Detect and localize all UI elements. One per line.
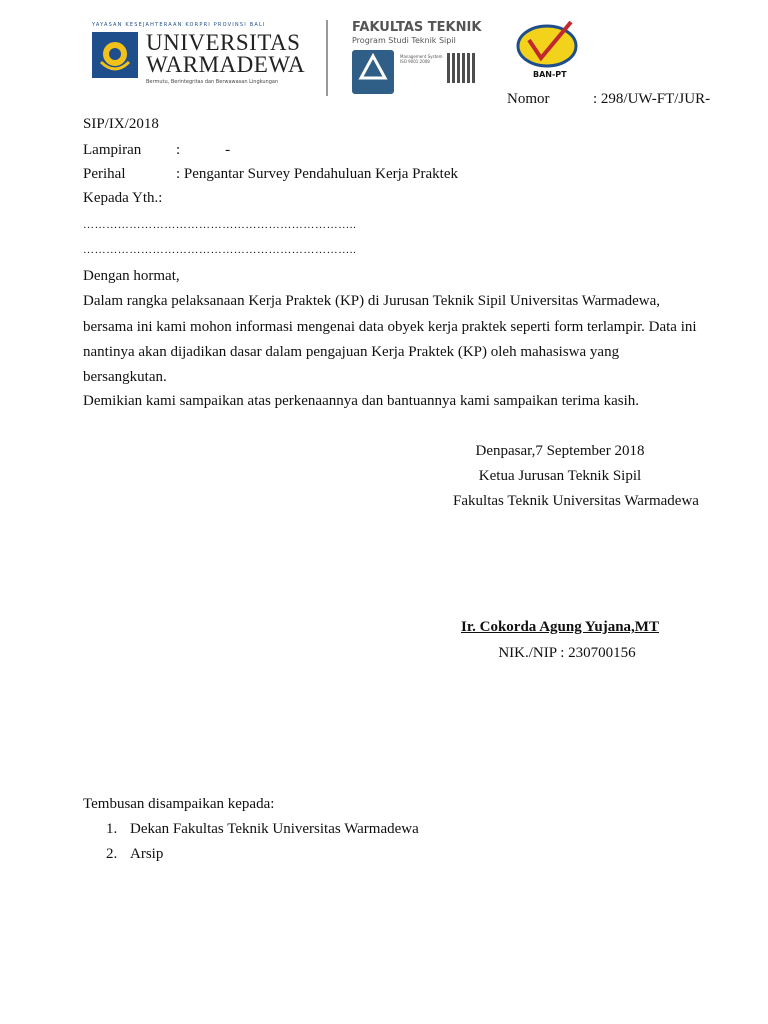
nomor-label: Nomor	[507, 91, 550, 107]
perihal-value: : Pengantar Survey Pendahuluan Kerja Praktek	[176, 166, 459, 182]
recipient-label: Kepada Yth.:	[83, 190, 163, 206]
fakultas-teknik-logo	[352, 20, 487, 96]
certification-text: Management System ISO 9001:2008	[400, 54, 443, 64]
lampiran-label: Lampiran	[83, 142, 142, 158]
foundation-text: YAYASAN KESEJAHTERAAN KORPRI PROVINSI BALI	[92, 22, 266, 28]
greeting: Dengan hormat,	[83, 268, 180, 284]
body-line: bersangkutan.	[83, 369, 167, 385]
body-line: Dalam rangka pelaksanaan Kerja Praktek (KP) di Jurusan Teknik Sipil Universitas Warmadewa,	[83, 293, 661, 309]
body-line: nantinya akan dijadikan dasar dalam pengajuan Kerja Praktek (KP) oleh mahasiswa yang	[83, 344, 620, 360]
university-name: UNIVERSITAS WARMADEWA	[146, 30, 306, 77]
closing-line: Demikian kami sampaikan atas perkenaannya dan bantuannya kami sampaikan terima kasih.	[83, 393, 640, 409]
qr-code-icon	[447, 53, 477, 83]
nomor-value: : 298/UW-FT/JUR-	[593, 91, 711, 107]
signer-nik: NIK./NIP : 230700156	[498, 645, 636, 661]
signer-faculty: Fakultas Teknik Universitas Warmadewa	[453, 493, 699, 509]
university-emblem-icon	[92, 32, 138, 78]
program-title: Program Studi Teknik Sipil	[352, 36, 456, 45]
place-date: Denpasar,7 September 2018	[475, 443, 645, 459]
signer-name: Ir. Cokorda Agung Yujana,MT	[461, 619, 659, 635]
ban-pt-emblem-icon	[515, 18, 580, 70]
header-divider	[326, 20, 328, 96]
tuv-certified-icon	[352, 50, 394, 94]
faculty-title: FAKULTAS TEKNIK	[352, 20, 482, 35]
cc-item-number: 2.	[106, 846, 118, 862]
recipient-blank-1: ……………………………………………………………..	[83, 219, 357, 231]
nomor-value-cont: SIP/IX/2018	[83, 116, 159, 132]
lampiran-value: : -	[176, 142, 231, 158]
signer-position: Ketua Jurusan Teknik Sipil	[478, 468, 642, 484]
cc-item-number: 1.	[106, 821, 118, 837]
university-tagline: Bermutu, Berintegritas dan Berwawasan Lingkungan	[146, 79, 279, 85]
recipient-blank-2: ……………………………………………………………..	[83, 244, 357, 256]
perihal-label: Perihal	[83, 166, 126, 182]
cc-title: Tembusan disampaikan kepada:	[83, 796, 275, 812]
cc-item: Dekan Fakultas Teknik Universitas Warmadewa	[130, 821, 419, 837]
body-line: bersama ini kami mohon informasi mengenai data obyek kerja praktek seperti form terlampir. Data ini	[83, 319, 697, 335]
universitas-warmadewa-logo	[92, 22, 306, 90]
ban-pt-text: BAN-PT	[533, 70, 567, 79]
ban-pt-logo	[515, 18, 580, 84]
cc-item: Arsip	[130, 846, 164, 862]
